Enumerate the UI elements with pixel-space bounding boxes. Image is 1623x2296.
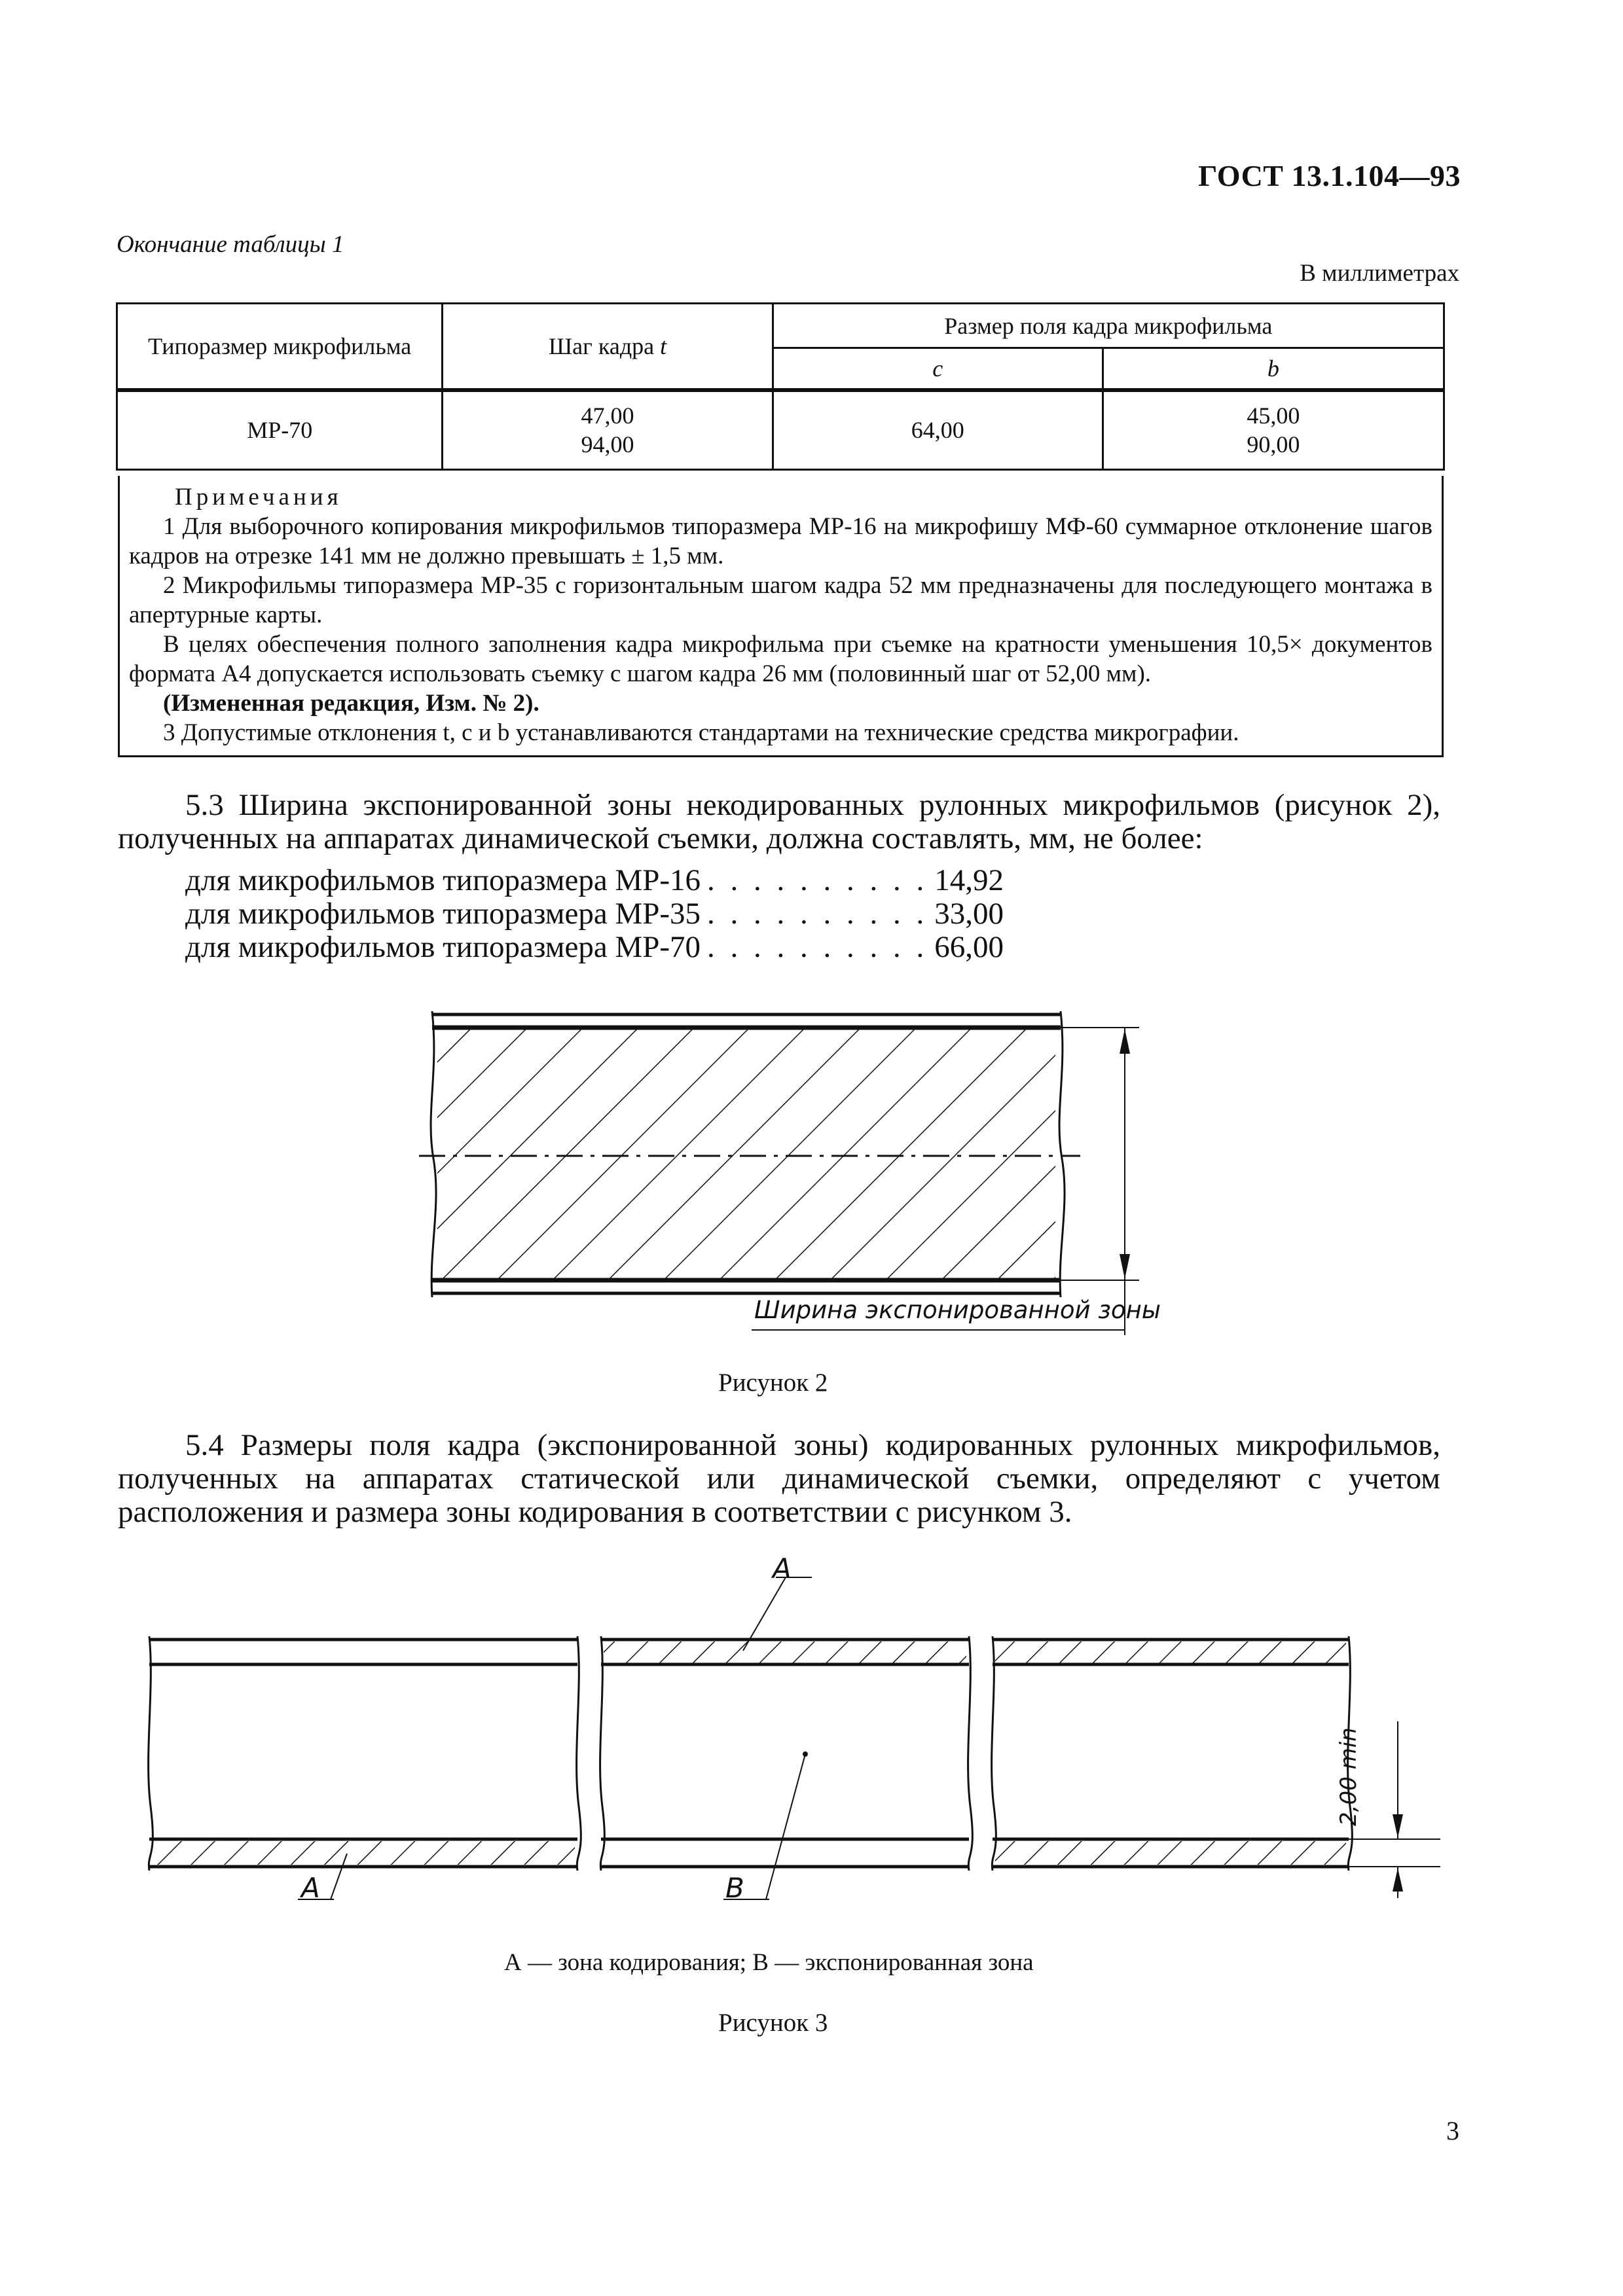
- figure-3-legend: А — зона кодирования; В — экспонированная зона: [504, 1949, 1034, 1976]
- table-notes: [118, 476, 1444, 757]
- note-2: 2 Микрофильмы типоразмера МР-35 с горизонтальным шагом кадра 52 мм предназначены для последующего монтажа в апертурные карты.: [129, 572, 1432, 628]
- note-3: 3 Допустимые отклонения t, c и b устанавливаются стандартами на технические средства микрографии.: [163, 719, 1239, 746]
- note-2c: (Измененная редакция, Изм. № 2).: [163, 690, 539, 717]
- leader-b: [766, 1754, 805, 1899]
- cell-step-2: 94,00: [581, 431, 634, 458]
- figure-3-dimension: [1336, 1564, 1362, 1826]
- section-5-4: [118, 1429, 1440, 1529]
- film-segment-3: [992, 1636, 1353, 1871]
- width-item-label: для микрофильмов типоразмера МР-70: [185, 930, 701, 964]
- width-list: [185, 863, 1004, 964]
- figure-2-label: Ширина экспонированной зоны: [754, 1296, 1161, 1324]
- width-item-value: 14,92: [934, 863, 1004, 897]
- cell-step: [443, 390, 773, 470]
- table-1: [116, 302, 1445, 471]
- width-item-mp70: [185, 930, 1004, 964]
- header-type-text: Типоразмер микрофильма: [148, 332, 412, 359]
- exposed-zone-hatch: [437, 1030, 1055, 1278]
- figure-3-label-a-bottom: А: [301, 1872, 320, 1904]
- width-item-mp35: [185, 897, 1004, 931]
- leader-dots: . . . . . . . . . .: [707, 930, 928, 964]
- section-5-3-text: 5.3 Ширина экспонированной зоны некодированных рулонных микрофильмов (рисунок 2), полученных на аппаратах динамической съемки, должна составлять, мм, не более:: [118, 788, 1440, 855]
- figure-3-drawing: [131, 1558, 1453, 1924]
- notes-title: Примечания: [175, 484, 342, 511]
- note-2b: В целях обеспечения полного заполнения кадра микрофильма при съемке на кратности уменьшения 10,5× документов формата А4 допускается использовать съемку с шагом кадра 26 мм (половинный шаг от 52,00 мм).: [129, 631, 1432, 687]
- figure-2-caption: Рисунок 2: [718, 1369, 828, 1397]
- leader-dots: . . . . . . . . . .: [707, 897, 928, 931]
- leader-dots: . . . . . . . . . .: [707, 863, 928, 897]
- figure-3-label-b: В: [725, 1872, 744, 1904]
- header-b: b: [1103, 348, 1444, 390]
- note-1: 1 Для выборочного копирования микрофильмов типоразмера МР-16 на микрофишу МФ-60 суммарное отклонение шагов кадров на отрезке 141 мм не должно превышать ± 1,5 мм.: [129, 513, 1432, 569]
- cell-b-1: 45,00: [1247, 403, 1300, 429]
- width-item-mp16: [185, 863, 1004, 897]
- cell-c: [773, 390, 1103, 470]
- cell-step-1: 47,00: [581, 403, 634, 429]
- section-5-3: [118, 789, 1440, 855]
- cell-type: [117, 390, 443, 470]
- header-field: [773, 304, 1444, 348]
- cell-type-text: МР-70: [247, 417, 313, 444]
- break-line-left: [431, 1011, 436, 1297]
- header-c: c: [773, 348, 1103, 390]
- break-line-right: [1059, 1011, 1065, 1297]
- figure-2-drawing: [393, 995, 1178, 1335]
- width-item-label: для микрофильмов типоразмера МР-35: [185, 897, 701, 931]
- cell-b: [1103, 390, 1444, 470]
- header-step: Шаг кадра t: [443, 304, 773, 390]
- width-item-value: 33,00: [934, 897, 1004, 931]
- width-item-label: для микрофильмов типоразмера МР-16: [185, 863, 701, 897]
- figure-3-caption: Рисунок 3: [718, 2009, 828, 2037]
- cell-b-2: 90,00: [1247, 431, 1300, 458]
- figure-3-label-a-top: А: [773, 1552, 792, 1585]
- width-item-value: 66,00: [934, 930, 1004, 964]
- section-5-4-text: 5.4 Размеры поля кадра (экспонированной зоны) кодированных рулонных микрофильмов, полученных на аппаратах статической или динамической съемки, определяют с учетом расположения и размера зоны кодирования в соответствии с рисунком 3.: [118, 1428, 1440, 1529]
- cell-c-text: 64,00: [911, 417, 964, 444]
- table-caption: Окончание таблицы 1: [117, 231, 344, 258]
- document-id: ГОСТ 13.1.104—93: [1198, 159, 1461, 192]
- page-number: 3: [1446, 2116, 1459, 2145]
- figure-3-dimension-text: 2,00 min: [1336, 1727, 1362, 1826]
- table-units: В миллиметрах: [1300, 260, 1459, 287]
- header-type: [117, 304, 443, 390]
- header-field-text: Размер поля кадра микрофильма: [944, 312, 1273, 339]
- film-segment-1: [149, 1636, 581, 1871]
- film-segment-2: [600, 1636, 973, 1871]
